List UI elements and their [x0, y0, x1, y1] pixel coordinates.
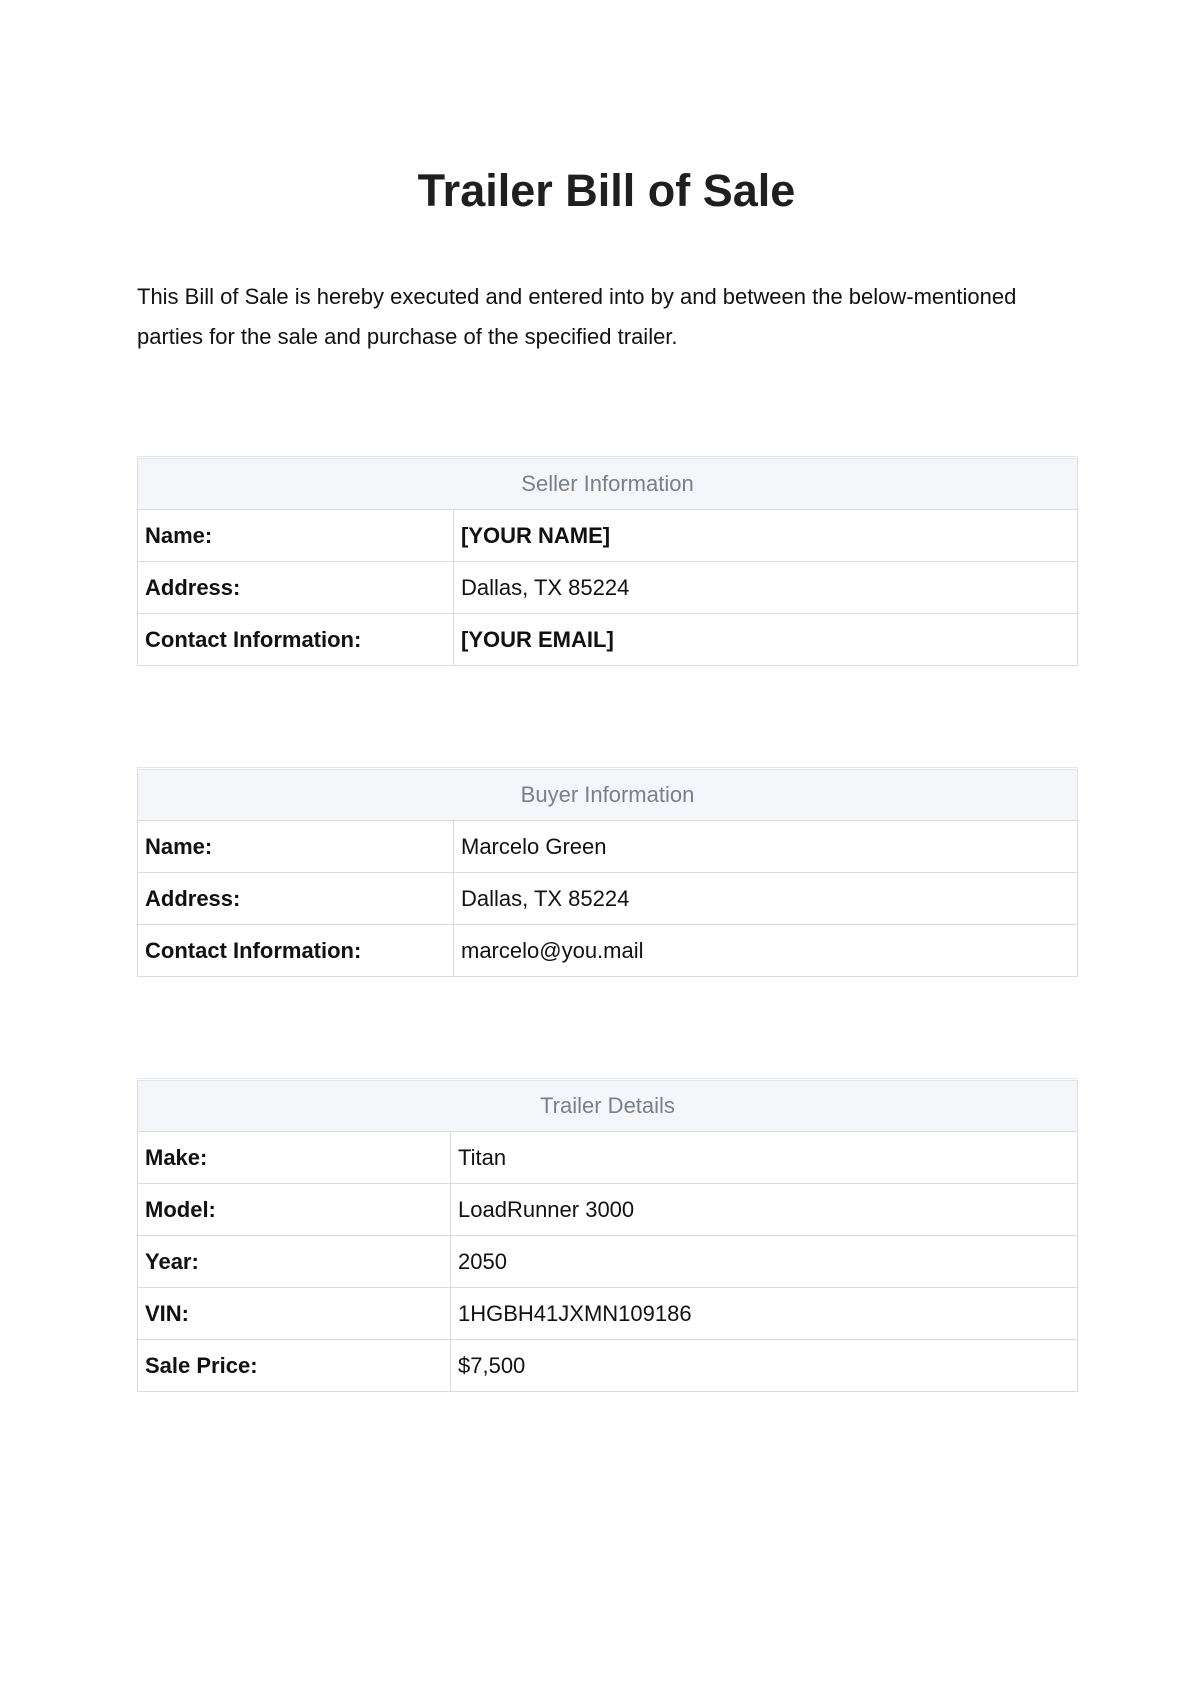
trailer-make-label: Make: — [138, 1132, 451, 1184]
trailer-sale-price-label: Sale Price: — [138, 1340, 451, 1392]
table-header-row — [138, 769, 1078, 821]
buyer-information-heading: Buyer Information — [138, 769, 1078, 821]
trailer-details-table — [137, 1078, 1078, 1392]
table-row — [138, 1184, 1078, 1236]
table-row — [138, 1288, 1078, 1340]
document-title: Trailer Bill of Sale — [417, 165, 796, 216]
buyer-contact-value: marcelo@you.mail — [454, 925, 1078, 977]
intro-paragraph: This Bill of Sale is hereby executed and entered into by and between the below-mentioned parties for the sale and purchase of the specified trailer. — [137, 284, 1017, 349]
table-row — [138, 873, 1078, 925]
seller-address-value: Dallas, TX 85224 — [454, 562, 1078, 614]
table-header-row — [138, 1080, 1078, 1132]
buyer-name-value: Marcelo Green — [454, 821, 1078, 873]
trailer-make-value: Titan — [451, 1132, 1078, 1184]
table-row — [138, 1132, 1078, 1184]
buyer-address-label: Address: — [138, 873, 454, 925]
table-row — [138, 562, 1078, 614]
table-row — [138, 510, 1078, 562]
seller-name-value: [YOUR NAME] — [454, 510, 1078, 562]
seller-information-heading: Seller Information — [138, 458, 1078, 510]
seller-name-label: Name: — [138, 510, 454, 562]
trailer-sale-price-value: $7,500 — [451, 1340, 1078, 1392]
trailer-year-label: Year: — [138, 1236, 451, 1288]
buyer-information-table — [137, 767, 1078, 977]
seller-contact-label: Contact Information: — [138, 614, 454, 666]
buyer-address-value: Dallas, TX 85224 — [454, 873, 1078, 925]
table-row — [138, 925, 1078, 977]
trailer-vin-value: 1HGBH41JXMN109186 — [451, 1288, 1078, 1340]
table-header-row — [138, 458, 1078, 510]
buyer-contact-label: Contact Information: — [138, 925, 454, 977]
seller-address-label: Address: — [138, 562, 454, 614]
seller-contact-value: [YOUR EMAIL] — [454, 614, 1078, 666]
table-row — [138, 821, 1078, 873]
table-row — [138, 614, 1078, 666]
trailer-model-label: Model: — [138, 1184, 451, 1236]
seller-information-table — [137, 456, 1078, 666]
table-row — [138, 1340, 1078, 1392]
table-row — [138, 1236, 1078, 1288]
buyer-name-label: Name: — [138, 821, 454, 873]
trailer-details-heading: Trailer Details — [138, 1080, 1078, 1132]
trailer-vin-label: VIN: — [138, 1288, 451, 1340]
trailer-year-value: 2050 — [451, 1236, 1078, 1288]
trailer-model-value: LoadRunner 3000 — [451, 1184, 1078, 1236]
